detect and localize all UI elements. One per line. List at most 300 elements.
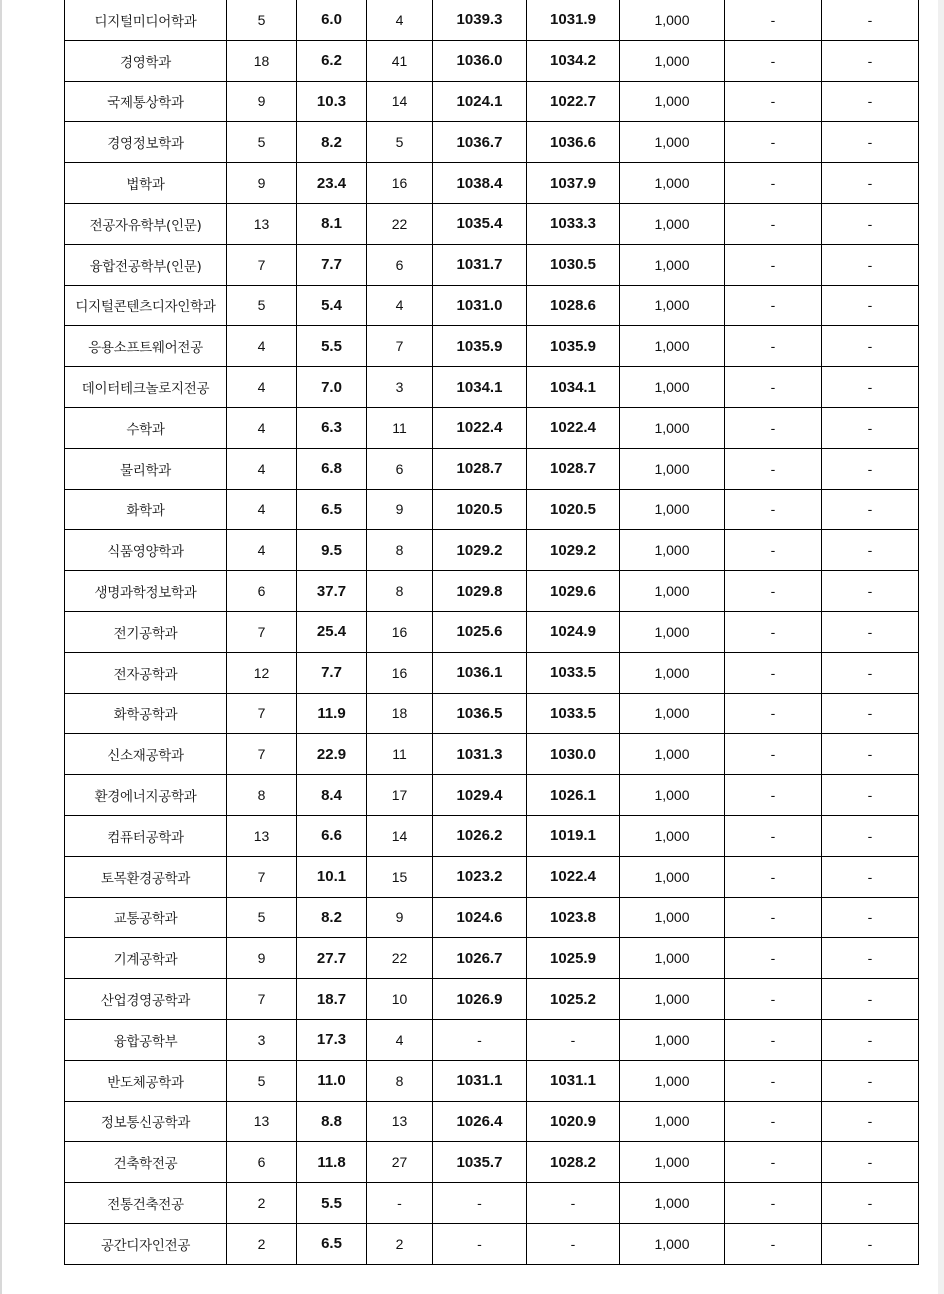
score-avg-cell: 1025.6 <box>433 611 527 652</box>
quota-cell: 9 <box>227 163 297 204</box>
unit-cell: 1,000 <box>620 163 725 204</box>
rank-offset-cell: 8 <box>367 1060 433 1101</box>
quota-cell: 13 <box>227 1101 297 1142</box>
extra-2-cell: - <box>822 367 919 408</box>
table-row <box>65 1019 919 1060</box>
extra-1-cell: - <box>725 285 822 326</box>
competition-rate-cell: 10.1 <box>297 856 367 897</box>
department-cell: 데이터테크놀로지전공 <box>65 367 227 408</box>
score-cutoff-cell: 1036.6 <box>527 122 620 163</box>
extra-2-cell: - <box>822 1019 919 1060</box>
competition-rate-cell: 6.6 <box>297 815 367 856</box>
rank-offset-cell: 9 <box>367 897 433 938</box>
extra-2-cell: - <box>822 815 919 856</box>
competition-rate-cell: 7.7 <box>297 244 367 285</box>
unit-cell: 1,000 <box>620 244 725 285</box>
table-row <box>65 1101 919 1142</box>
score-avg-cell: 1034.1 <box>433 367 527 408</box>
extra-1-cell: - <box>725 122 822 163</box>
extra-2-cell: - <box>822 775 919 816</box>
department-cell: 컴퓨터공학과 <box>65 815 227 856</box>
competition-rate-cell: 8.1 <box>297 203 367 244</box>
extra-1-cell: - <box>725 1183 822 1224</box>
quota-cell: 2 <box>227 1183 297 1224</box>
quota-cell: 8 <box>227 775 297 816</box>
competition-rate-cell: 27.7 <box>297 938 367 979</box>
extra-2-cell: - <box>822 407 919 448</box>
table-row <box>65 285 919 326</box>
extra-1-cell: - <box>725 775 822 816</box>
quota-cell: 7 <box>227 856 297 897</box>
quota-cell: 7 <box>227 693 297 734</box>
score-avg-cell: 1029.4 <box>433 775 527 816</box>
score-cutoff-cell: 1034.2 <box>527 40 620 81</box>
extra-2-cell: - <box>822 734 919 775</box>
extra-2-cell: - <box>822 489 919 530</box>
unit-cell: 1,000 <box>620 1142 725 1183</box>
extra-2-cell: - <box>822 285 919 326</box>
department-cell: 전공자유학부(인문) <box>65 203 227 244</box>
table-row <box>65 938 919 979</box>
table-row <box>65 652 919 693</box>
unit-cell: 1,000 <box>620 530 725 571</box>
competition-rate-cell: 25.4 <box>297 611 367 652</box>
rank-offset-cell: 16 <box>367 163 433 204</box>
table-row <box>65 734 919 775</box>
competition-rate-cell: 8.4 <box>297 775 367 816</box>
quota-cell: 5 <box>227 0 297 40</box>
table-row <box>65 1183 919 1224</box>
extra-1-cell: - <box>725 367 822 408</box>
rank-offset-cell: 7 <box>367 326 433 367</box>
score-avg-cell: 1031.3 <box>433 734 527 775</box>
score-avg-cell: 1026.9 <box>433 979 527 1020</box>
table-row <box>65 244 919 285</box>
unit-cell: 1,000 <box>620 1183 725 1224</box>
rank-offset-cell: 2 <box>367 1223 433 1264</box>
score-cutoff-cell: 1037.9 <box>527 163 620 204</box>
rank-offset-cell: 4 <box>367 1019 433 1060</box>
score-avg-cell: 1028.7 <box>433 448 527 489</box>
department-cell: 생명과학정보학과 <box>65 571 227 612</box>
competition-rate-cell: 6.5 <box>297 489 367 530</box>
score-cutoff-cell: 1024.9 <box>527 611 620 652</box>
score-avg-cell: 1031.7 <box>433 244 527 285</box>
extra-2-cell: - <box>822 897 919 938</box>
score-avg-cell: 1035.9 <box>433 326 527 367</box>
unit-cell: 1,000 <box>620 815 725 856</box>
rank-offset-cell: 3 <box>367 367 433 408</box>
extra-2-cell: - <box>822 1223 919 1264</box>
competition-rate-cell: 23.4 <box>297 163 367 204</box>
extra-1-cell: - <box>725 40 822 81</box>
rank-offset-cell: 13 <box>367 1101 433 1142</box>
unit-cell: 1,000 <box>620 1223 725 1264</box>
table-row <box>65 81 919 122</box>
competition-rate-cell: 5.5 <box>297 1183 367 1224</box>
unit-cell: 1,000 <box>620 571 725 612</box>
quota-cell: 4 <box>227 489 297 530</box>
extra-1-cell: - <box>725 326 822 367</box>
score-cutoff-cell: 1025.2 <box>527 979 620 1020</box>
unit-cell: 1,000 <box>620 0 725 40</box>
table-row <box>65 530 919 571</box>
score-cutoff-cell: 1028.7 <box>527 448 620 489</box>
extra-2-cell: - <box>822 530 919 571</box>
score-avg-cell: 1026.7 <box>433 938 527 979</box>
department-cell: 응용소프트웨어전공 <box>65 326 227 367</box>
left-edge <box>0 0 2 1294</box>
score-avg-cell: 1036.7 <box>433 122 527 163</box>
score-cutoff-cell: 1020.5 <box>527 489 620 530</box>
competition-rate-cell: 5.5 <box>297 326 367 367</box>
department-cell: 정보통신공학과 <box>65 1101 227 1142</box>
department-cell: 물리학과 <box>65 448 227 489</box>
rank-offset-cell: 8 <box>367 571 433 612</box>
score-cutoff-cell: 1029.2 <box>527 530 620 571</box>
extra-1-cell: - <box>725 611 822 652</box>
extra-2-cell: - <box>822 693 919 734</box>
rank-offset-cell: 22 <box>367 203 433 244</box>
quota-cell: 4 <box>227 326 297 367</box>
unit-cell: 1,000 <box>620 1101 725 1142</box>
score-avg-cell: 1020.5 <box>433 489 527 530</box>
competition-rate-cell: 11.9 <box>297 693 367 734</box>
quota-cell: 4 <box>227 407 297 448</box>
quota-cell: 4 <box>227 448 297 489</box>
extra-2-cell: - <box>822 326 919 367</box>
rank-offset-cell: - <box>367 1183 433 1224</box>
competition-rate-cell: 6.0 <box>297 0 367 40</box>
extra-2-cell: - <box>822 81 919 122</box>
quota-cell: 9 <box>227 938 297 979</box>
extra-1-cell: - <box>725 203 822 244</box>
score-avg-cell: 1036.5 <box>433 693 527 734</box>
extra-1-cell: - <box>725 1142 822 1183</box>
extra-2-cell: - <box>822 938 919 979</box>
rank-offset-cell: 18 <box>367 693 433 734</box>
department-cell: 공간디자인전공 <box>65 1223 227 1264</box>
extra-1-cell: - <box>725 979 822 1020</box>
department-cell: 식품영양학과 <box>65 530 227 571</box>
extra-2-cell: - <box>822 856 919 897</box>
department-cell: 디지털미디어학과 <box>65 0 227 40</box>
table-row <box>65 489 919 530</box>
department-cell: 산업경영공학과 <box>65 979 227 1020</box>
score-avg-cell: 1036.0 <box>433 40 527 81</box>
score-avg-cell: 1031.0 <box>433 285 527 326</box>
score-cutoff-cell: - <box>527 1019 620 1060</box>
extra-1-cell: - <box>725 1019 822 1060</box>
unit-cell: 1,000 <box>620 775 725 816</box>
extra-2-cell: - <box>822 0 919 40</box>
department-cell: 교통공학과 <box>65 897 227 938</box>
competition-rate-cell: 7.0 <box>297 367 367 408</box>
score-cutoff-cell: 1034.1 <box>527 367 620 408</box>
table-row <box>65 775 919 816</box>
quota-cell: 7 <box>227 979 297 1020</box>
competition-rate-cell: 22.9 <box>297 734 367 775</box>
competition-rate-cell: 5.4 <box>297 285 367 326</box>
competition-rate-cell: 8.2 <box>297 122 367 163</box>
quota-cell: 4 <box>227 530 297 571</box>
quota-cell: 5 <box>227 1060 297 1101</box>
unit-cell: 1,000 <box>620 81 725 122</box>
quota-cell: 7 <box>227 734 297 775</box>
department-cell: 전통건축전공 <box>65 1183 227 1224</box>
extra-1-cell: - <box>725 1101 822 1142</box>
quota-cell: 3 <box>227 1019 297 1060</box>
competition-rate-cell: 37.7 <box>297 571 367 612</box>
department-cell: 법학과 <box>65 163 227 204</box>
rank-offset-cell: 41 <box>367 40 433 81</box>
table-row <box>65 856 919 897</box>
score-cutoff-cell: - <box>527 1183 620 1224</box>
extra-1-cell: - <box>725 693 822 734</box>
score-cutoff-cell: 1022.4 <box>527 407 620 448</box>
extra-1-cell: - <box>725 571 822 612</box>
competition-rate-cell: 8.2 <box>297 897 367 938</box>
quota-cell: 7 <box>227 611 297 652</box>
score-avg-cell: 1031.1 <box>433 1060 527 1101</box>
department-cell: 토목환경공학과 <box>65 856 227 897</box>
unit-cell: 1,000 <box>620 938 725 979</box>
score-cutoff-cell: 1019.1 <box>527 815 620 856</box>
unit-cell: 1,000 <box>620 40 725 81</box>
extra-1-cell: - <box>725 489 822 530</box>
admission-results-table <box>64 0 919 1265</box>
rank-offset-cell: 5 <box>367 122 433 163</box>
unit-cell: 1,000 <box>620 1060 725 1101</box>
department-cell: 화학과 <box>65 489 227 530</box>
score-cutoff-cell: 1022.4 <box>527 856 620 897</box>
unit-cell: 1,000 <box>620 203 725 244</box>
rank-offset-cell: 11 <box>367 407 433 448</box>
quota-cell: 6 <box>227 571 297 612</box>
unit-cell: 1,000 <box>620 285 725 326</box>
score-avg-cell: - <box>433 1183 527 1224</box>
score-cutoff-cell: 1031.9 <box>527 0 620 40</box>
score-cutoff-cell: - <box>527 1223 620 1264</box>
score-cutoff-cell: 1031.1 <box>527 1060 620 1101</box>
score-avg-cell: 1023.2 <box>433 856 527 897</box>
quota-cell: 18 <box>227 40 297 81</box>
table-row <box>65 693 919 734</box>
department-cell: 융합공학부 <box>65 1019 227 1060</box>
department-cell: 기계공학과 <box>65 938 227 979</box>
rank-offset-cell: 6 <box>367 448 433 489</box>
extra-2-cell: - <box>822 122 919 163</box>
extra-2-cell: - <box>822 571 919 612</box>
extra-2-cell: - <box>822 244 919 285</box>
department-cell: 디지털콘텐츠디자인학과 <box>65 285 227 326</box>
competition-rate-cell: 6.2 <box>297 40 367 81</box>
table-row <box>65 1060 919 1101</box>
extra-1-cell: - <box>725 244 822 285</box>
score-avg-cell: 1029.2 <box>433 530 527 571</box>
score-avg-cell: 1024.6 <box>433 897 527 938</box>
competition-rate-cell: 8.8 <box>297 1101 367 1142</box>
scrollbar-track[interactable] <box>938 0 944 1294</box>
score-avg-cell: 1024.1 <box>433 81 527 122</box>
quota-cell: 13 <box>227 203 297 244</box>
department-cell: 전자공학과 <box>65 652 227 693</box>
competition-rate-cell: 6.3 <box>297 407 367 448</box>
extra-1-cell: - <box>725 530 822 571</box>
competition-rate-cell: 10.3 <box>297 81 367 122</box>
rank-offset-cell: 15 <box>367 856 433 897</box>
unit-cell: 1,000 <box>620 611 725 652</box>
rank-offset-cell: 14 <box>367 815 433 856</box>
extra-2-cell: - <box>822 40 919 81</box>
score-avg-cell: 1026.2 <box>433 815 527 856</box>
score-avg-cell: 1035.7 <box>433 1142 527 1183</box>
competition-rate-cell: 11.8 <box>297 1142 367 1183</box>
rank-offset-cell: 11 <box>367 734 433 775</box>
score-avg-cell: 1029.8 <box>433 571 527 612</box>
extra-1-cell: - <box>725 938 822 979</box>
score-cutoff-cell: 1033.5 <box>527 652 620 693</box>
score-cutoff-cell: 1023.8 <box>527 897 620 938</box>
unit-cell: 1,000 <box>620 122 725 163</box>
score-cutoff-cell: 1028.6 <box>527 285 620 326</box>
competition-rate-cell: 17.3 <box>297 1019 367 1060</box>
extra-1-cell: - <box>725 1223 822 1264</box>
rank-offset-cell: 16 <box>367 652 433 693</box>
score-avg-cell: 1026.4 <box>433 1101 527 1142</box>
table-row <box>65 448 919 489</box>
score-cutoff-cell: 1033.3 <box>527 203 620 244</box>
extra-2-cell: - <box>822 1060 919 1101</box>
table-row <box>65 0 919 40</box>
department-cell: 건축학전공 <box>65 1142 227 1183</box>
extra-1-cell: - <box>725 448 822 489</box>
department-cell: 경영학과 <box>65 40 227 81</box>
extra-1-cell: - <box>725 815 822 856</box>
unit-cell: 1,000 <box>620 897 725 938</box>
unit-cell: 1,000 <box>620 652 725 693</box>
department-cell: 국제통상학과 <box>65 81 227 122</box>
score-avg-cell: 1038.4 <box>433 163 527 204</box>
unit-cell: 1,000 <box>620 1019 725 1060</box>
score-cutoff-cell: 1025.9 <box>527 938 620 979</box>
score-cutoff-cell: 1026.1 <box>527 775 620 816</box>
score-cutoff-cell: 1030.5 <box>527 244 620 285</box>
quota-cell: 5 <box>227 897 297 938</box>
extra-2-cell: - <box>822 203 919 244</box>
unit-cell: 1,000 <box>620 326 725 367</box>
quota-cell: 5 <box>227 122 297 163</box>
score-avg-cell: 1022.4 <box>433 407 527 448</box>
extra-1-cell: - <box>725 897 822 938</box>
rank-offset-cell: 27 <box>367 1142 433 1183</box>
extra-1-cell: - <box>725 163 822 204</box>
unit-cell: 1,000 <box>620 367 725 408</box>
rank-offset-cell: 14 <box>367 81 433 122</box>
quota-cell: 4 <box>227 367 297 408</box>
quota-cell: 5 <box>227 285 297 326</box>
table-row <box>65 815 919 856</box>
rank-offset-cell: 8 <box>367 530 433 571</box>
rank-offset-cell: 6 <box>367 244 433 285</box>
score-cutoff-cell: 1030.0 <box>527 734 620 775</box>
extra-2-cell: - <box>822 1142 919 1183</box>
table-row <box>65 122 919 163</box>
rank-offset-cell: 4 <box>367 285 433 326</box>
competition-rate-cell: 6.5 <box>297 1223 367 1264</box>
department-cell: 화학공학과 <box>65 693 227 734</box>
score-cutoff-cell: 1035.9 <box>527 326 620 367</box>
unit-cell: 1,000 <box>620 489 725 530</box>
extra-1-cell: - <box>725 734 822 775</box>
table-row <box>65 611 919 652</box>
score-cutoff-cell: 1022.7 <box>527 81 620 122</box>
extra-2-cell: - <box>822 979 919 1020</box>
extra-1-cell: - <box>725 0 822 40</box>
score-avg-cell: 1035.4 <box>433 203 527 244</box>
extra-2-cell: - <box>822 611 919 652</box>
department-cell: 수학과 <box>65 407 227 448</box>
extra-2-cell: - <box>822 448 919 489</box>
competition-rate-cell: 9.5 <box>297 530 367 571</box>
department-cell: 경영정보학과 <box>65 122 227 163</box>
competition-rate-cell: 7.7 <box>297 652 367 693</box>
competition-rate-cell: 11.0 <box>297 1060 367 1101</box>
competition-rate-cell: 18.7 <box>297 979 367 1020</box>
score-avg-cell: - <box>433 1223 527 1264</box>
score-cutoff-cell: 1033.5 <box>527 693 620 734</box>
score-cutoff-cell: 1029.6 <box>527 571 620 612</box>
score-cutoff-cell: 1020.9 <box>527 1101 620 1142</box>
quota-cell: 2 <box>227 1223 297 1264</box>
score-cutoff-cell: 1028.2 <box>527 1142 620 1183</box>
quota-cell: 9 <box>227 81 297 122</box>
competition-rate-cell: 6.8 <box>297 448 367 489</box>
quota-cell: 13 <box>227 815 297 856</box>
extra-2-cell: - <box>822 163 919 204</box>
score-avg-cell: - <box>433 1019 527 1060</box>
quota-cell: 7 <box>227 244 297 285</box>
extra-2-cell: - <box>822 652 919 693</box>
table-row <box>65 1223 919 1264</box>
rank-offset-cell: 10 <box>367 979 433 1020</box>
department-cell: 환경에너지공학과 <box>65 775 227 816</box>
unit-cell: 1,000 <box>620 407 725 448</box>
department-cell: 융합전공학부(인문) <box>65 244 227 285</box>
extra-2-cell: - <box>822 1183 919 1224</box>
table-row <box>65 203 919 244</box>
table-row <box>65 326 919 367</box>
extra-1-cell: - <box>725 652 822 693</box>
table-row <box>65 367 919 408</box>
table-row <box>65 979 919 1020</box>
extra-1-cell: - <box>725 81 822 122</box>
score-avg-cell: 1039.3 <box>433 0 527 40</box>
extra-1-cell: - <box>725 407 822 448</box>
unit-cell: 1,000 <box>620 856 725 897</box>
quota-cell: 12 <box>227 652 297 693</box>
score-avg-cell: 1036.1 <box>433 652 527 693</box>
unit-cell: 1,000 <box>620 734 725 775</box>
extra-1-cell: - <box>725 1060 822 1101</box>
department-cell: 반도체공학과 <box>65 1060 227 1101</box>
table-row <box>65 40 919 81</box>
quota-cell: 6 <box>227 1142 297 1183</box>
table-row <box>65 163 919 204</box>
rank-offset-cell: 9 <box>367 489 433 530</box>
table-row <box>65 1142 919 1183</box>
table-row <box>65 571 919 612</box>
